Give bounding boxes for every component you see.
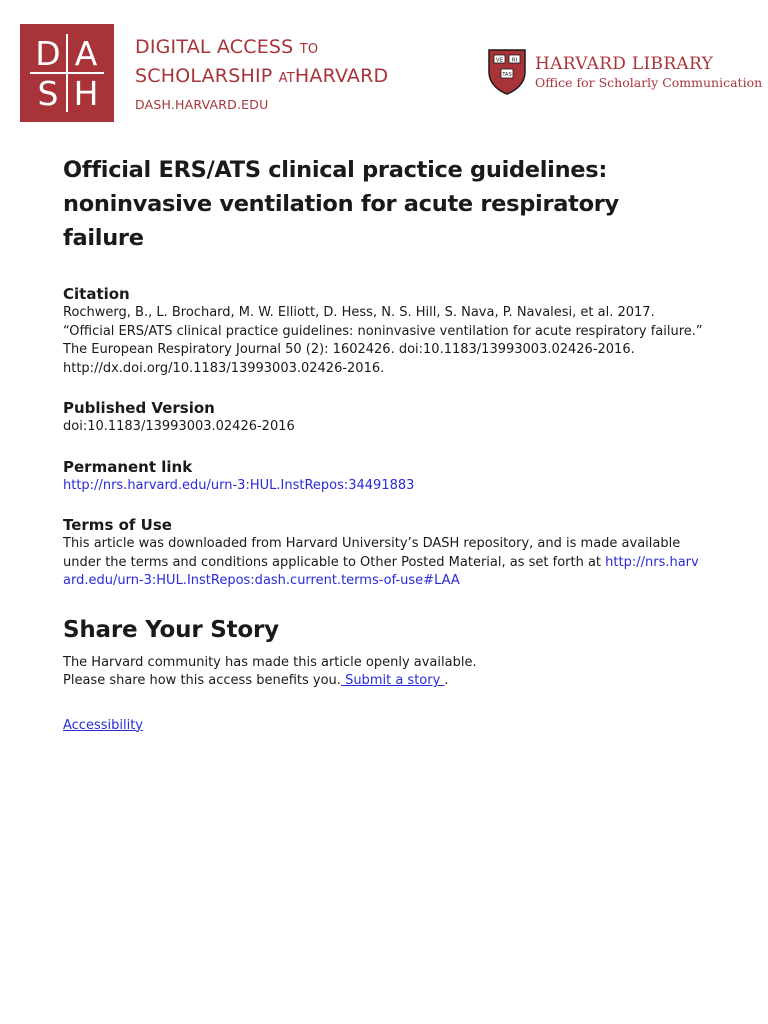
shield-text-ve: VE xyxy=(495,57,504,64)
share-line2: Please share how this access benefits you. xyxy=(63,673,341,688)
dash-wordmark-line2 xyxy=(135,63,388,92)
harvard-shield-icon xyxy=(487,48,527,96)
dash-line2-small: AT xyxy=(278,71,295,86)
published-version-heading: Published Version xyxy=(63,399,215,417)
dash-logo-letter-d: D xyxy=(30,34,66,72)
citation-section xyxy=(63,284,703,378)
dash-line1-text: DIGITAL ACCESS xyxy=(135,36,294,58)
share-period: . xyxy=(444,673,449,688)
accessibility-link[interactable]: Accessibility xyxy=(63,717,143,733)
terms-of-use-link[interactable]: http://nrs.harvard.edu/urn-3:HUL.InstRepos:dash.current.terms-of-use#LAA xyxy=(63,554,699,588)
permanent-link-section xyxy=(63,457,703,496)
dash-logo-letter-h: H xyxy=(68,74,104,112)
share-line1: The Harvard community has made this article openly available. xyxy=(63,654,477,670)
dash-logo-letter-a: A xyxy=(68,34,104,72)
dash-line2-end: HARVARD xyxy=(294,65,389,87)
dash-line2-text: SCHOLARSHIP xyxy=(135,65,273,87)
dash-wordmark xyxy=(135,34,388,112)
dash-wordmark-line1 xyxy=(135,34,388,63)
cover-content xyxy=(63,153,703,735)
harvard-library-title: HARVARD LIBRARY xyxy=(535,54,714,74)
dash-logo-letter-s: S xyxy=(30,74,66,112)
citation-text: Rochwerg, B., L. Brochard, M. W. Elliott, D. Hess, N. S. Hill, S. Nava, P. Navalesi, et al. 2017. “Official ERS/ATS clinical practice guidelines: noninvasive ventilation for acute respiratory failure.” The European Respiratory Journal 50 (2): 1602426. doi:10.1183/13993003.02426-2016. http://dx.doi.org/10.1183/13993003.02426-2016. xyxy=(63,305,703,376)
permanent-link-url[interactable]: http://nrs.harvard.edu/urn-3:HUL.InstRepos:34491883 xyxy=(63,477,415,493)
terms-of-use-heading: Terms of Use xyxy=(63,516,172,534)
submit-story-link[interactable]: Submit a story xyxy=(340,673,445,688)
citation-heading: Citation xyxy=(63,285,130,303)
dash-line1-small: TO xyxy=(299,42,319,57)
harvard-library-text xyxy=(535,54,762,90)
published-version-section xyxy=(63,398,703,437)
share-your-story-section xyxy=(63,615,703,691)
shield-text-tas: TAS xyxy=(502,72,512,78)
dash-url: DASH.HARVARD.EDU xyxy=(135,97,269,112)
published-version-doi: doi:10.1183/13993003.02426-2016 xyxy=(63,419,295,434)
dash-logo xyxy=(20,24,114,122)
accessibility-wrap xyxy=(63,717,703,736)
shield-text-ri: RI xyxy=(511,57,518,64)
terms-of-use-body xyxy=(63,535,703,591)
harvard-library-subtitle: Office for Scholarly Communication xyxy=(535,75,763,90)
document-title: Official ERS/ATS clinical practice guidelines: noninvasive ventilation for acute respiratory failure xyxy=(63,157,619,251)
harvard-library-logo xyxy=(487,48,762,96)
permanent-link-heading: Permanent link xyxy=(63,457,193,476)
terms-of-use-text: This article was downloaded from Harvard University’s DASH repository, and is made available under the terms and conditions applicable to Other Posted Material, as set forth at xyxy=(63,536,681,570)
terms-of-use-section xyxy=(63,515,703,591)
share-your-story-heading: Share Your Story xyxy=(63,616,279,643)
share-line2-wrap xyxy=(63,672,703,691)
